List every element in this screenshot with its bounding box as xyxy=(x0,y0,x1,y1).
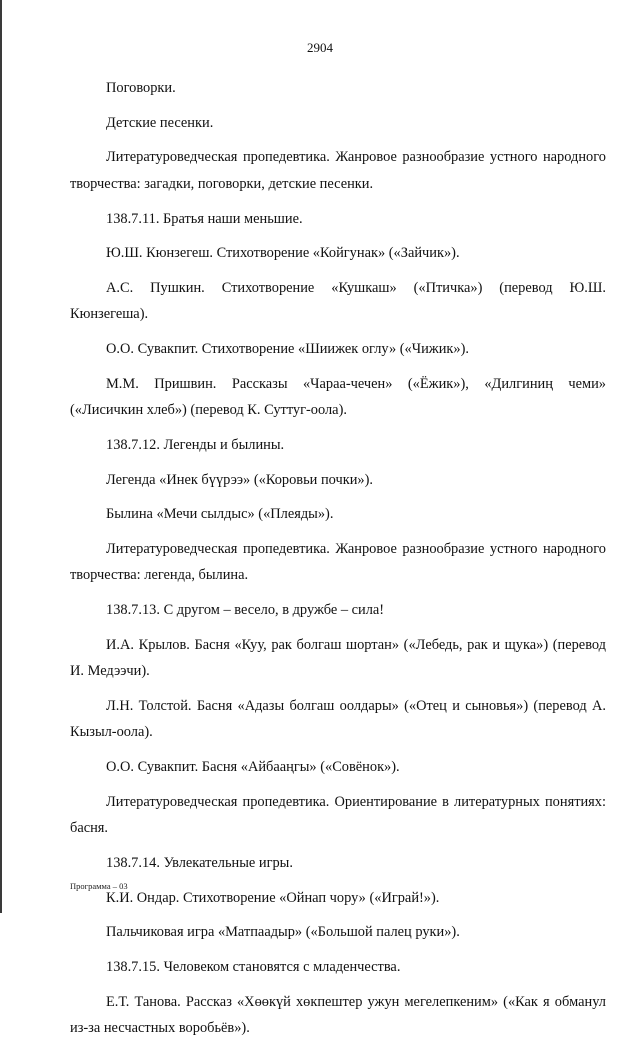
paragraph: О.О. Сувакпит. Басня «Айбааңгы» («Совёнок»). xyxy=(106,758,400,775)
section-heading: 138.7.15. Человеком становятся с младенчества. xyxy=(106,958,401,975)
paragraph: Пальчиковая игра «Матпаадыр» («Большой палец руки»). xyxy=(106,924,460,941)
paragraph: И.А. Крылов. Басня «Куу, рак болгаш шортан» («Лебедь, рак и щука») (перевод И. Медээчи). xyxy=(70,636,606,680)
footer-label: Программа – 03 xyxy=(70,881,128,891)
paragraph: Поговорки. xyxy=(106,80,176,96)
section-heading: 138.7.12. Легенды и былины. xyxy=(106,436,285,453)
paragraph: Литературоведческая пропедевтика. Жанровое разнообразие устного народного творчества: загадки, поговорки, детские песенки. xyxy=(70,149,606,192)
scan-edge xyxy=(0,0,2,913)
section-heading: 138.7.14. Увлекательные игры. xyxy=(106,854,293,871)
page-number: 2904 xyxy=(307,40,333,55)
paragraph: Ю.Ш. Кюнзегеш. Стихотворение «Койгунак» («Зайчик»). xyxy=(106,245,460,262)
paragraph: Былина «Мечи сылдыс» («Плеяды»). xyxy=(106,506,334,523)
paragraph: Л.Н. Толстой. Басня «Адазы болгаш оолдары» («Отец и сыновья») (перевод А. Кызыл-оола). xyxy=(70,697,606,741)
body-text xyxy=(70,75,606,1050)
paragraph: Литературоведческая пропедевтика. Ориентирование в литературных понятиях: басня. xyxy=(70,793,606,837)
section-heading: 138.7.11. Братья наши меньшие. xyxy=(106,210,303,227)
paragraph: Е.Т. Танова. Рассказ «Хөөкүй хөкпештер ужун мегелепкеним» («Как я обманул из-за несчастных воробьёв»). xyxy=(70,993,606,1037)
paragraph: Детские песенки. xyxy=(106,114,214,131)
paragraph: Легенда «Инек бүүрээ» («Коровьи почки»). xyxy=(106,471,373,488)
paragraph: О.О. Сувакпит. Стихотворение «Шиижек оглу» («Чижик»). xyxy=(106,341,470,358)
paragraph: К.И. Ондар. Стихотворение «Ойнап чору» («Играй!»). xyxy=(106,889,440,906)
section-heading: 138.7.13. С другом – весело, в дружбе – сила! xyxy=(106,602,385,619)
paragraph: М.М. Пришвин. Рассказы «Чараа-чечен» («Ёжик»), «Дилгиниң чеми» («Лисичкин хлеб») (перевод К. Суттуг-оола). xyxy=(70,375,606,419)
paragraph: Литературоведческая пропедевтика. Жанровое разнообразие устного народного творчества: легенда, былина. xyxy=(70,540,606,584)
paragraph: А.С. Пушкин. Стихотворение «Кушкаш» («Птичка») (перевод Ю.Ш. Кюнзегеша). xyxy=(70,279,606,323)
